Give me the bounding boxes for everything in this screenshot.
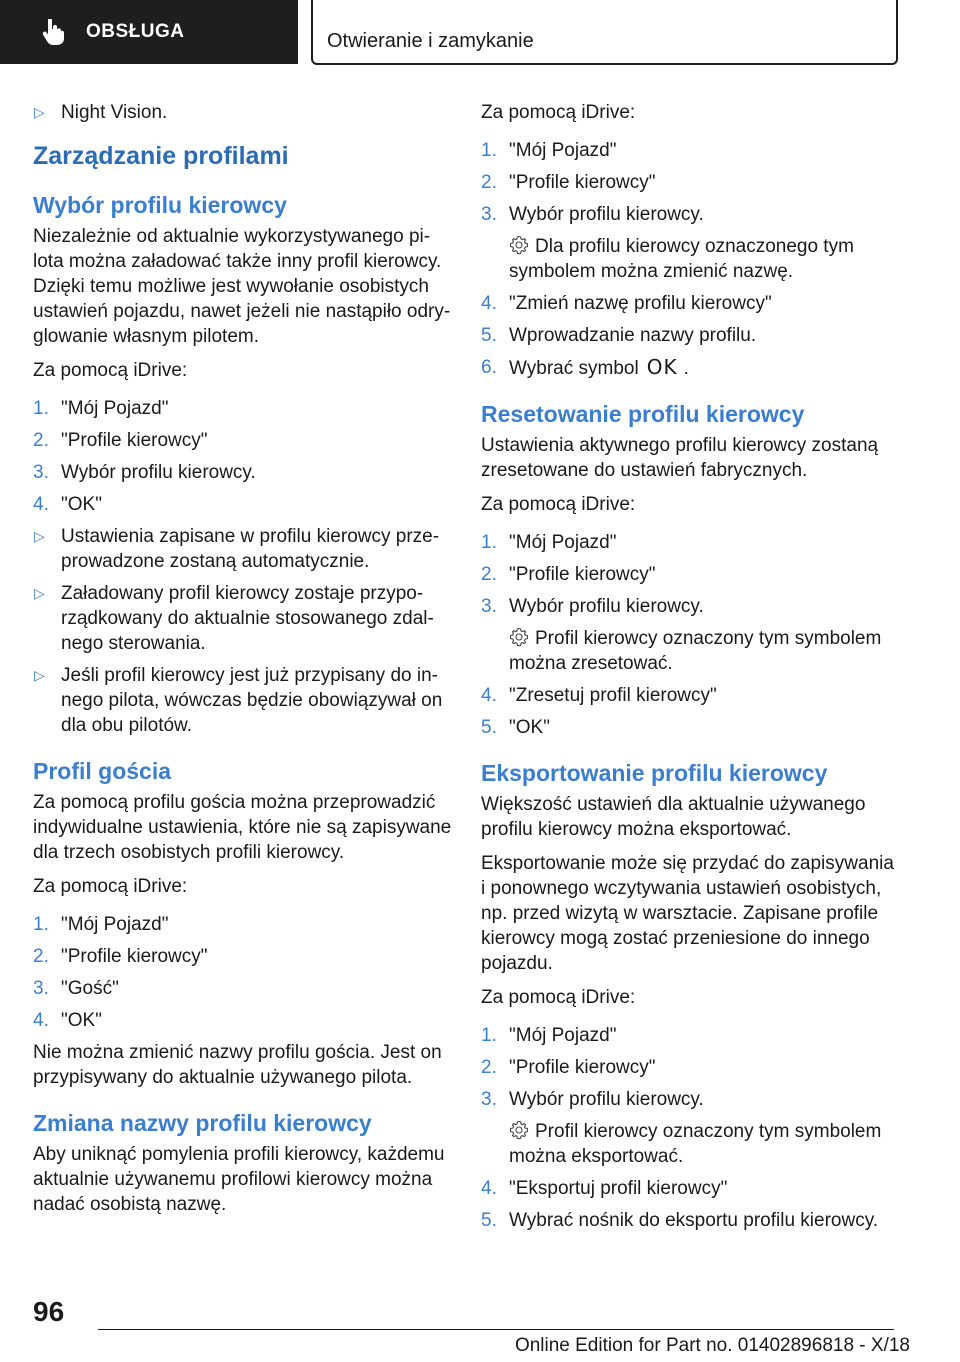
step-item: 4. "OK"	[33, 1010, 102, 1031]
chapter-box	[311, 0, 898, 65]
paragraph: Aby uniknąć pomylenia profili kierowcy, każdemu aktualnie używanemu profilowi kierowcy można nadać osobistą nazwę.	[33, 1144, 445, 1215]
bullet-item: ▷ Jeśli profil kierowcy jest już przypisany do innego pilota, wówczas będzie obowiązywał on dla obu pilotów.	[34, 665, 443, 736]
heading-rename-profile: Zmiana nazwy profilu kierowcy	[33, 1110, 372, 1136]
step-item: 1. "Mój Pojazd"	[33, 914, 169, 935]
triangle-bullet-icon: ▷	[34, 585, 45, 601]
step-item: 4. "Zmień nazwę profilu kierowcy"	[481, 293, 772, 314]
step-item: 2. "Profile kierowcy"	[481, 172, 656, 193]
symbol-note: Profil kierowcy oznaczony tym symbolem można zresetować.	[509, 628, 882, 674]
heading-export-profile: Eksportowanie profilu kierowcy	[481, 760, 828, 786]
step-item: 4. "Eksportuj profil kierowcy"	[481, 1178, 728, 1199]
paragraph: Ustawienia aktywnego profilu kierowcy zostaną zresetowane do ustawień fabrycznych.	[481, 435, 879, 481]
symbol-note: Dla profilu kierowcy oznaczonego tym symbolem można zmienić nazwę.	[509, 236, 854, 282]
gear-icon	[509, 235, 529, 255]
right-column	[481, 100, 901, 1240]
step-item: 2. "Profile kierowcy"	[481, 1057, 656, 1078]
symbol-note: Profil kierowcy oznaczony tym symbolem można eksportować.	[509, 1121, 882, 1167]
gear-icon	[509, 1120, 529, 1140]
heading-reset-profile: Resetowanie profilu kierowcy	[481, 401, 805, 427]
left-column	[33, 100, 453, 1226]
page-number: 96	[33, 1296, 65, 1327]
triangle-bullet-icon: ▷	[34, 528, 45, 544]
bullet-item: ▷ Night Vision.	[34, 102, 168, 123]
bullet-item: ▷ Ustawienia zapisane w profilu kierowcy przeprowadzone zostaną automatycznie.	[34, 526, 440, 572]
step-item: 6. Wybrać symbol OK .	[481, 355, 689, 379]
step-item: 1. "Mój Pojazd"	[481, 140, 617, 161]
idrive-label: Za pomocą iDrive:	[481, 987, 636, 1008]
step-item: 1. "Mój Pojazd"	[481, 1025, 617, 1046]
idrive-label: Za pomocą iDrive:	[481, 494, 636, 515]
bullet-item: ▷ Załadowany profil kierowcy zostaje przyporządkowany do aktualnie stosowanego zdalnego sterowania.	[34, 583, 434, 654]
step-item: 3. Wybór profilu kierowcy.	[481, 204, 704, 225]
heading-profiles: Zarządzanie profilami	[33, 142, 289, 170]
paragraph: Niezależnie od aktualnie wykorzystywanego pilota można załadować także inny profil kierowcy. Dzięki temu możliwe jest wywołanie osobistych ustawień pojazdu, nawet jeżeli nie nastąpiło odryglowanie własnym pilotem.	[33, 226, 451, 347]
paragraph: Większość ustawień dla aktualnie używanego profilu kierowcy można eksportować.	[481, 794, 866, 840]
idrive-label: Za pomocą iDrive:	[481, 102, 636, 123]
step-item: 2. "Profile kierowcy"	[33, 430, 208, 451]
step-item: 2. "Profile kierowcy"	[33, 946, 208, 967]
edition-text: Online Edition for Part no. 01402896818 - X/18	[514, 1335, 910, 1356]
step-item: 2. "Profile kierowcy"	[481, 564, 656, 585]
triangle-bullet-icon: ▷	[34, 104, 45, 120]
page-header	[0, 0, 960, 66]
step-item: 1. "Mój Pojazd"	[33, 398, 169, 419]
paragraph: Eksportowanie może się przydać do zapisywania i ponownego wczytywania ustawień osobistych, np. przed wizytą w warsztacie. Zapisane profile kierowcy mogą zostać przeniesione do innego pojazdu.	[481, 853, 894, 974]
step-item: 3. "Gość"	[33, 978, 119, 999]
step-item: 3. Wybór profilu kierowcy.	[481, 596, 704, 617]
step-item: 4. "OK"	[33, 494, 102, 515]
section-tab	[0, 0, 298, 64]
paragraph: Nie można zmienić nazwy profilu gościa. Jest on przypisywany do aktualnie używanego pilota.	[33, 1042, 442, 1088]
idrive-label: Za pomocą iDrive:	[33, 360, 188, 381]
heading-guest-profile: Profil gościa	[33, 758, 172, 784]
step-item: 5. "OK"	[481, 717, 550, 738]
footer-divider	[98, 1329, 894, 1330]
idrive-label: Za pomocą iDrive:	[33, 876, 188, 897]
step-item: 5. Wybrać nośnik do eksportu profilu kierowcy.	[481, 1210, 879, 1231]
pointing-hand-icon	[42, 19, 64, 45]
section-title: OBSŁUGA	[86, 21, 185, 42]
step-item: 4. "Zresetuj profil kierowcy"	[481, 685, 717, 706]
chapter-title: Otwieranie i zamykanie	[327, 30, 534, 52]
heading-select-profile: Wybór profilu kierowcy	[33, 192, 287, 218]
triangle-bullet-icon: ▷	[34, 667, 45, 683]
step-item: 3. Wybór profilu kierowcy.	[481, 1089, 704, 1110]
ok-symbol: OK	[646, 355, 678, 379]
step-item: 1. "Mój Pojazd"	[481, 532, 617, 553]
paragraph: Za pomocą profilu gościa można przeprowadzić indywidualne ustawienia, które nie są zapisywane dla trzech osobistych profili kierowcy.	[33, 792, 452, 863]
gear-icon	[509, 627, 529, 647]
step-item: 5. Wprowadzanie nazwy profilu.	[481, 325, 757, 346]
step-item: 3. Wybór profilu kierowcy.	[33, 462, 256, 483]
